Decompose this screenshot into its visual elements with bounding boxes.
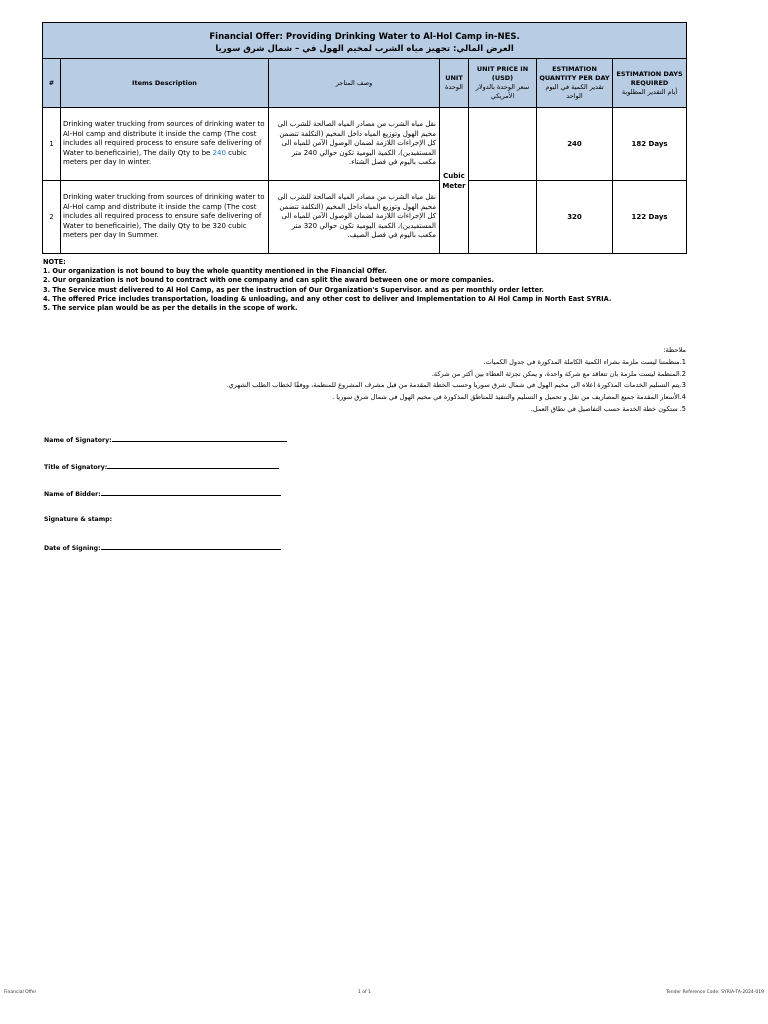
financial-offer-sheet <box>42 22 686 254</box>
date-of-signing-field[interactable] <box>44 543 281 552</box>
row-desc-en <box>61 181 269 254</box>
col-items-en: Items Description <box>61 59 269 108</box>
notes-en <box>43 258 611 313</box>
col-days <box>613 59 687 108</box>
title-ar: العرض المالي: تجهيز مياه الشرب لمخيم الهول في – شمال شرق سوريا <box>215 43 514 54</box>
col-unit <box>440 59 469 108</box>
col-price-en: UNIT PRICE IN (USD) <box>476 65 529 82</box>
col-items-ar-label: وصف المتاجر <box>335 78 373 87</box>
row-desc-en-post: cubic meters per day In winter. <box>63 148 247 167</box>
note-en-item: 3. The Service must delivered to Al Hol Camp, as per the instruction of Our Organization's Supervisor. and as per monthly order letter. <box>43 285 544 294</box>
note-ar-item: 4.الأسعار المقدمة جميع المصاريف من نقل و تحميل و التسليم والتنفيذ للمناطق المذكورة في مخيم الهول في شمال شرق سوريا . <box>332 393 686 402</box>
footer-page-number: 1 of 1 <box>358 990 371 995</box>
name-of-signatory-field[interactable] <box>44 435 287 444</box>
notes-ar-heading: ملاحظة: <box>663 346 686 354</box>
col-qty-ar: تقدير الكمية في اليوم الواحد <box>545 83 604 100</box>
row-desc-ar: نقل مياه الشرب من مصادر المياه الصالحة للشرب الى مخيم الهول وتوزيع المياه داخل المخيم (التكلفة تتضمن كل الإجراءات اللازمة لضمان الوصول الآمن للمياه الى المستفيدين)، الكمية اليومية تكون حوالي 240 متر مكعب باليوم في فصل الشتاء. <box>269 108 440 181</box>
col-unit-ar: الوحدة <box>445 83 463 91</box>
note-ar-item: 2.المنظمة ليست ملزمة بان تتعاقد مع شركة واحدة، و يمكن تجزئة العطاء بين أكثر من شركة. <box>431 369 686 378</box>
table-row <box>43 181 687 254</box>
row-qty: 320 <box>537 181 613 254</box>
col-items-ar <box>269 59 440 108</box>
row-days: 122 Days <box>613 181 687 254</box>
unit-price-input[interactable] <box>469 181 537 254</box>
col-unit-en: UNIT <box>445 74 463 82</box>
col-price-ar: سعر الوحدة بالدولار الأمريكي <box>475 83 530 100</box>
notes-ar <box>126 345 686 416</box>
note-en-item: 5. The service plan would be as per the details in the scope of work. <box>43 304 298 313</box>
table-header <box>43 59 687 108</box>
row-desc-en-pre: Drinking water trucking from sources of drinking water to Al-Hol camp and distribute it inside the camp (The cost includes all required process to ensure safe delivering of Water to beneficairie), The daily Qty to be 320 cubic meters per day In Summer. <box>63 193 265 240</box>
row-desc-en-pre: Drinking water trucking from sources of drinking water to Al-Hol camp and distribute it inside the camp (The cost includes all required process to ensure safe delivering of Water to beneficairie), The daily Qty to be <box>63 120 265 157</box>
offer-table <box>42 22 687 254</box>
signature-line <box>112 435 287 442</box>
col-qty <box>537 59 613 108</box>
name-of-bidder-field[interactable] <box>44 489 281 498</box>
signature-stamp-label: Signature & stamp: <box>44 516 113 523</box>
title-of-signatory-field[interactable] <box>44 462 279 471</box>
signature-stamp-field[interactable] <box>44 516 112 523</box>
note-en-item: 1. Our organization is not bound to buy the whole quantity mentioned in the Financial Offer. <box>43 267 387 276</box>
date-of-signing-label: Date of Signing: <box>44 545 101 552</box>
footer-reference: Tender Reference Code: SYRIA-TA-2024-019 <box>666 990 764 995</box>
signature-line <box>107 462 279 469</box>
row-desc-en-qty: 240 <box>212 148 226 157</box>
table-row <box>43 108 687 181</box>
note-ar-item: 3.يتم التسليم الخدمات المذكورة اعلاه الى مخيم الهول في شمال شرق سوريا وحسب الخطة المقدمة من قبل مشرف المشروع للمنظمة، ووفقًا لخطاب الطلب الشهري. <box>226 381 686 390</box>
title-en: Financial Offer: Providing Drinking Water to Al-Hol Camp in-NES. <box>209 31 520 42</box>
row-desc-ar: نقل مياه الشرب من مصادر المياه الصالحة للشرب الى مخيم الهول وتوزيع المياه داخل المخيم (التكلفة تتضمن كل الإجراءات اللازمة لضمان الوصول الآمن للمياه الى المستفيدين)، الكمية اليومية تكون حوالي 320 متر مكعب باليوم في فصل الصيف. <box>269 181 440 254</box>
col-price <box>469 59 537 108</box>
signature-line <box>101 543 281 550</box>
row-days: 182 Days <box>613 108 687 181</box>
col-qty-en: ESTIMATION QUANTITY PER DAY <box>539 65 610 82</box>
note-en-item: 4. The offered Price includes transportation, loading & unloading, and any other cost to deliver and Implementation to Al Hol Camp in North East SYRIA. <box>43 294 612 303</box>
row-qty: 240 <box>537 108 613 181</box>
notes-en-heading: NOTE: <box>43 258 66 266</box>
offer-title <box>43 23 687 59</box>
note-ar-item: 1.منظمتنا ليست ملزمة بشراء الكمية الكاملة المذكورة في جدول الكميات. <box>483 357 686 366</box>
col-days-ar: أيام التقدير المطلوبة <box>621 87 678 96</box>
footer-left: Financial Offer <box>4 990 37 995</box>
name-of-bidder-label: Name of Bidder: <box>44 491 101 498</box>
name-of-signatory-label: Name of Signatory: <box>44 437 112 444</box>
col-num: # <box>43 59 61 108</box>
signature-line <box>101 489 281 496</box>
row-num: 2 <box>43 181 61 254</box>
unit-line2: Meter <box>442 181 466 190</box>
note-ar-item: 5. ستكون خطة الخدمة حسب التفاصيل في نطاق العمل. <box>530 404 686 413</box>
unit-line1: Cubic <box>443 171 465 180</box>
row-desc-en <box>61 108 269 181</box>
unit-cell <box>440 108 469 254</box>
note-en-item: 2. Our organization is not bound to contract with one company and can split the award between one or more companies. <box>43 276 494 285</box>
title-of-signatory-label: Title of Signatory: <box>44 464 108 471</box>
unit-price-input[interactable] <box>469 108 537 181</box>
row-num: 1 <box>43 108 61 181</box>
col-days-en: ESTIMATION DAYS REQUIRED <box>616 69 683 87</box>
